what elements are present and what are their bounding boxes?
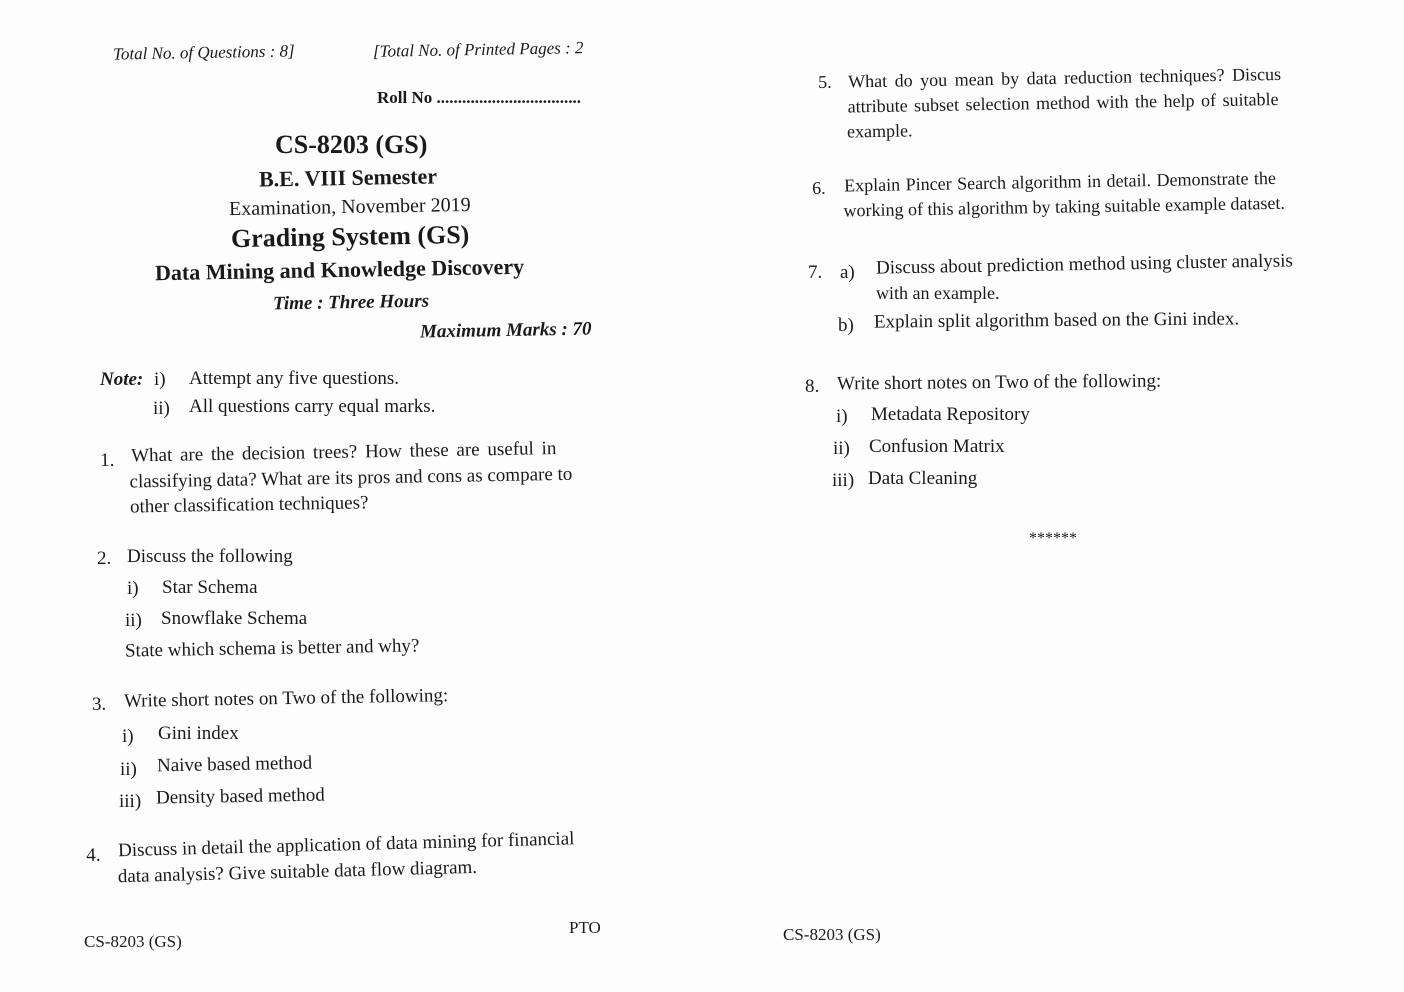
item-text: Gini index [158,723,239,744]
question-number: 4. [86,844,101,867]
question-number: 2. [97,548,112,569]
item-text: Density based method [155,784,326,809]
item-number: b) [838,315,854,336]
question-text: Discuss the following [127,546,293,567]
question-text: What do you mean by data reduction techniques? Discus [847,63,1282,92]
question-number: 3. [92,694,107,715]
end-mark: ****** [1029,530,1077,547]
max-marks: Maximum Marks : 70 [419,318,592,343]
item-number: ii) [833,438,850,459]
time: Time : Three Hours [272,290,430,315]
question-text: Write short notes on Two of the following: [836,370,1162,395]
semester: B.E. VIII Semester [258,163,438,192]
question-text: Explain Pincer Search algorithm in detail. Demonstrate the [843,167,1277,196]
question-text: Write short notes on Two of the following: [123,685,449,712]
note-text: All questions carry equal marks. [189,396,436,417]
question-text: Discuss in detail the application of data mining for financial [117,828,575,862]
question-number: 1. [100,449,115,471]
item-number: a) [840,262,855,283]
item-number: i) [122,726,134,747]
question-text: attribute subset selection method with the help of suitable [847,88,1279,117]
question-text: with an example. [876,283,1000,303]
roll-no: Roll No .................................. [377,88,581,107]
item-text: Confusion Matrix [869,436,1005,457]
item-number: iii) [832,470,855,491]
item-number: iii) [119,791,142,812]
subject-title: Data Mining and Knowledge Discovery [154,253,525,286]
question-text: classifying data? What are its pros and cons as compare to [129,463,573,493]
question-text: example. [846,120,913,142]
question-number: 7. [808,262,823,283]
note-text: Attempt any five questions. [189,368,400,389]
total-pages: [Total No. of Printed Pages : 2 [372,38,584,61]
item-text: Metadata Repository [871,404,1030,425]
question-text: State which schema is better and why? [124,635,420,662]
question-number: 6. [812,177,826,198]
item-number: i) [127,578,139,599]
item-number: ii) [120,759,137,780]
paper-code: CS-8203 (GS) [275,130,428,159]
note-label: Note: [100,369,144,390]
page-footer: CS-8203 (GS) [783,925,881,944]
item-text: Star Schema [162,577,258,598]
question-text: other classification techniques? [129,492,369,518]
question-text: Explain split algorithm based on the Gini index. [873,308,1240,333]
item-text: Snowflake Schema [161,608,308,629]
question-text: data analysis? Give suitable data flow diagram. [117,856,478,888]
system-title: Grading System (GS) [230,219,470,254]
question-text: Discuss about prediction method using cluster analysis [875,250,1294,279]
item-number: ii) [125,610,142,631]
item-number: i) [836,406,848,427]
note-num: ii) [153,398,170,419]
pto: PTO [569,918,601,937]
item-text: Data Cleaning [868,468,978,489]
note-num: i) [154,369,166,390]
examination: Examination, November 2019 [228,193,471,221]
question-text: What are the decision trees? How these are useful in [130,438,557,467]
question-number: 5. [818,71,832,92]
item-text: Naive based method [156,752,313,777]
total-questions: Total No. of Questions : 8] [112,41,295,64]
question-number: 8. [805,376,820,397]
question-text: working of this algorithm by taking suitable example dataset. [843,192,1286,221]
page-footer: CS-8203 (GS) [84,932,182,951]
